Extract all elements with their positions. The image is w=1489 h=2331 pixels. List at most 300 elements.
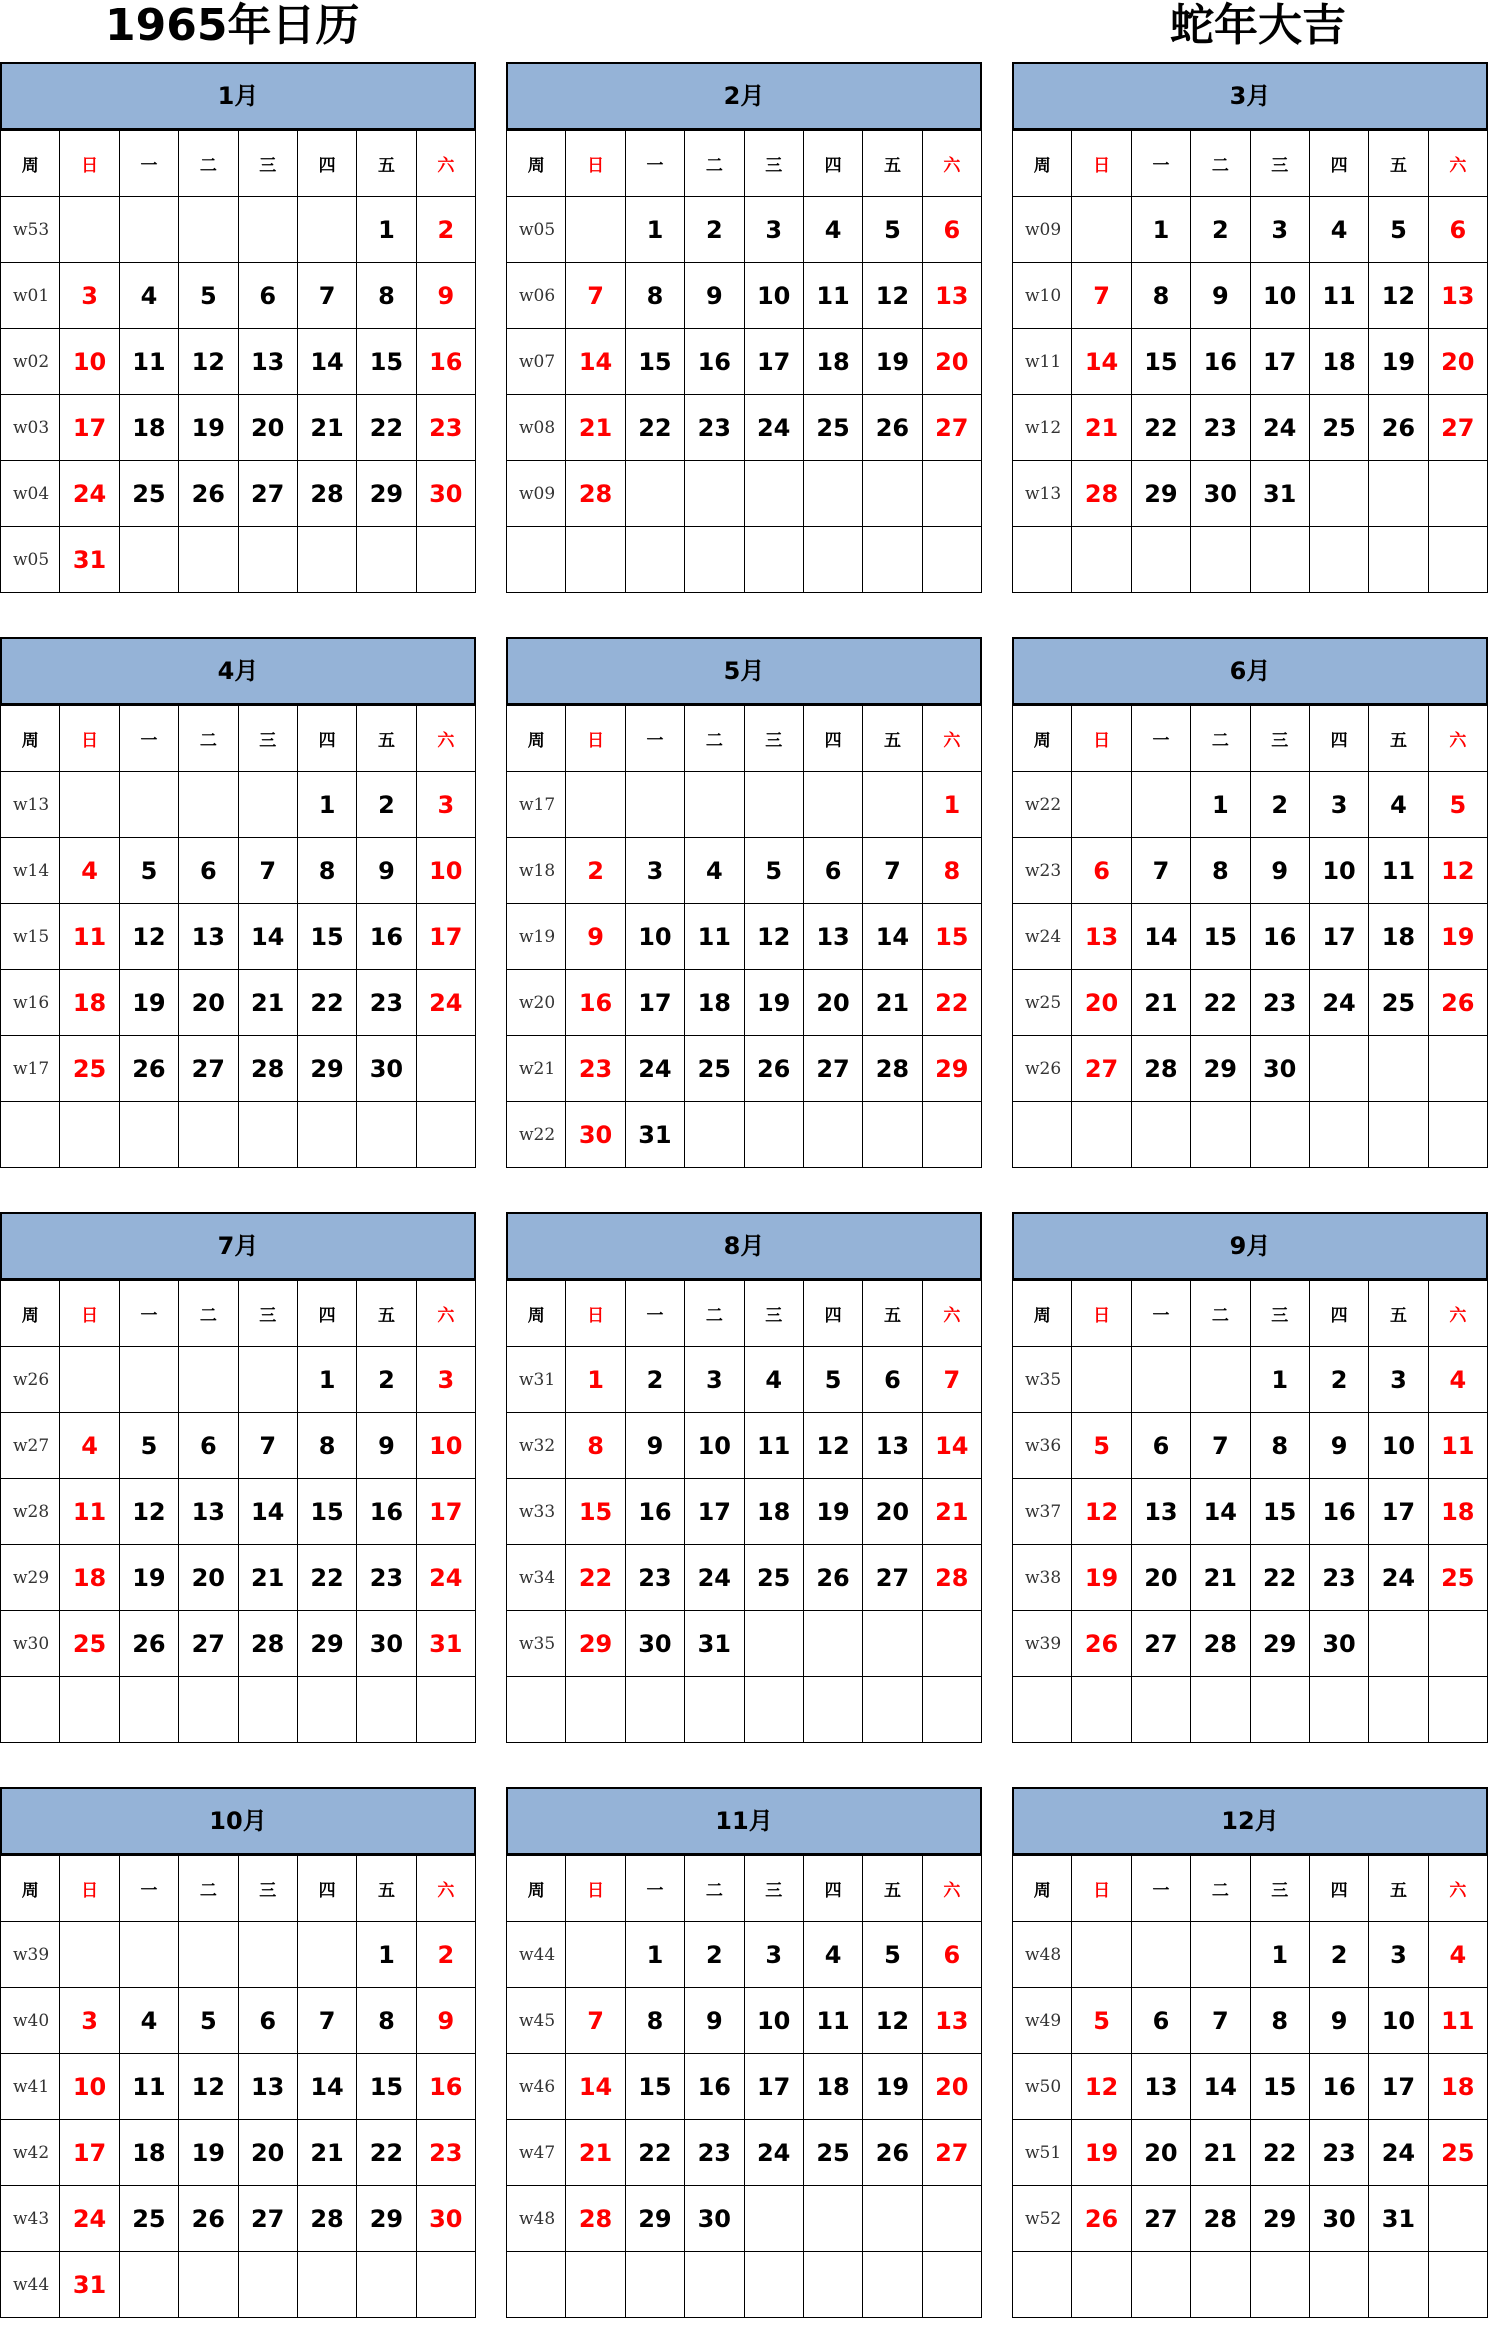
day-cell: 13 (1072, 904, 1131, 970)
day-cell: 25 (60, 1036, 119, 1102)
weekday-header: 一 (1131, 706, 1190, 772)
weekday-header-row (1, 706, 476, 772)
day-cell: 22 (566, 1545, 625, 1611)
week-number: w09 (1013, 197, 1072, 263)
day-cell: 5 (863, 197, 922, 263)
day-cell: 17 (685, 1479, 744, 1545)
day-cell: 7 (297, 1988, 356, 2054)
day-cell (803, 1611, 862, 1677)
day-cell: 2 (357, 772, 416, 838)
day-cell: 11 (1309, 263, 1368, 329)
day-cell: 2 (625, 1347, 684, 1413)
day-cell: 20 (922, 2054, 981, 2120)
day-cell: 24 (60, 2186, 119, 2252)
day-cell: 8 (297, 838, 356, 904)
day-cell (744, 1102, 803, 1168)
weekday-header-row (1013, 1281, 1488, 1347)
day-cell: 31 (416, 1611, 475, 1677)
day-cell: 30 (1309, 2186, 1368, 2252)
day-cell: 1 (1250, 1347, 1309, 1413)
month-title: 5月 (506, 637, 982, 705)
day-cell: 25 (685, 1036, 744, 1102)
day-cell: 24 (625, 1036, 684, 1102)
day-cell (60, 1677, 119, 1743)
day-cell: 10 (1369, 1413, 1428, 1479)
day-cell: 18 (744, 1479, 803, 1545)
week-row (507, 1347, 982, 1413)
weekday-header: 四 (1309, 1856, 1368, 1922)
day-cell: 1 (625, 1922, 684, 1988)
day-cell: 9 (1191, 263, 1250, 329)
day-cell: 7 (566, 1988, 625, 2054)
day-cell: 14 (238, 904, 297, 970)
weekday-header: 二 (179, 706, 238, 772)
day-cell: 16 (416, 329, 475, 395)
weekday-header: 二 (1191, 1281, 1250, 1347)
week-row (1013, 1347, 1488, 1413)
day-cell: 11 (744, 1413, 803, 1479)
month-table (506, 1280, 982, 1743)
month-table (1012, 705, 1488, 1168)
week-row (507, 1036, 982, 1102)
month-table (0, 705, 476, 1168)
weekday-header: 一 (625, 706, 684, 772)
week-row (1013, 1988, 1488, 2054)
week-number-header: 周 (1, 706, 60, 772)
day-cell (744, 1611, 803, 1677)
weekday-header: 五 (863, 1856, 922, 1922)
day-cell: 12 (803, 1413, 862, 1479)
week-row (1013, 2120, 1488, 2186)
day-cell: 14 (566, 2054, 625, 2120)
week-number: w28 (1, 1479, 60, 1545)
day-cell: 31 (1369, 2186, 1428, 2252)
day-cell: 1 (297, 772, 356, 838)
day-cell (1072, 1102, 1131, 1168)
day-cell: 12 (1072, 1479, 1131, 1545)
week-row (1013, 1922, 1488, 1988)
week-row (1013, 329, 1488, 395)
week-number (1013, 2252, 1072, 2318)
month-block (0, 637, 476, 1168)
week-number: w34 (507, 1545, 566, 1611)
day-cell: 22 (357, 395, 416, 461)
day-cell: 14 (1131, 904, 1190, 970)
day-cell: 13 (922, 1988, 981, 2054)
week-number: w17 (507, 772, 566, 838)
day-cell: 13 (179, 904, 238, 970)
week-number: w38 (1013, 1545, 1072, 1611)
week-row (1, 197, 476, 263)
day-cell (625, 1677, 684, 1743)
day-cell (297, 1922, 356, 1988)
day-cell: 16 (1309, 1479, 1368, 1545)
week-row (507, 1102, 982, 1168)
month-title: 2月 (506, 62, 982, 130)
day-cell (416, 1036, 475, 1102)
day-cell: 15 (625, 329, 684, 395)
weekday-header-row (507, 131, 982, 197)
day-cell (1428, 527, 1487, 593)
month-title: 4月 (0, 637, 476, 705)
day-cell: 27 (1428, 395, 1487, 461)
weekday-header: 日 (566, 706, 625, 772)
day-cell: 21 (1191, 2120, 1250, 2186)
weekday-header: 六 (922, 1281, 981, 1347)
month-block (506, 637, 982, 1168)
day-cell (119, 2252, 178, 2318)
week-number: w05 (507, 197, 566, 263)
day-cell: 1 (357, 197, 416, 263)
day-cell: 13 (1131, 2054, 1190, 2120)
week-row (1, 1413, 476, 1479)
day-cell: 17 (60, 2120, 119, 2186)
weekday-header: 一 (119, 706, 178, 772)
weekday-header: 二 (685, 706, 744, 772)
weekday-header: 日 (60, 1856, 119, 1922)
day-cell: 13 (863, 1413, 922, 1479)
week-row (1, 1347, 476, 1413)
month-block (506, 1787, 982, 2318)
week-row (1, 2120, 476, 2186)
weekday-header: 一 (119, 1281, 178, 1347)
day-cell: 23 (1191, 395, 1250, 461)
day-cell (863, 2252, 922, 2318)
week-number-header: 周 (507, 131, 566, 197)
week-number-header: 周 (507, 1281, 566, 1347)
day-cell: 27 (179, 1036, 238, 1102)
day-cell: 27 (238, 461, 297, 527)
day-cell (863, 1677, 922, 1743)
day-cell: 8 (357, 263, 416, 329)
day-cell: 18 (1369, 904, 1428, 970)
day-cell (922, 1611, 981, 1677)
week-number: w23 (1013, 838, 1072, 904)
day-cell (863, 1102, 922, 1168)
month-block (0, 62, 476, 593)
day-cell: 25 (803, 2120, 862, 2186)
weekday-header: 三 (744, 1281, 803, 1347)
day-cell: 21 (863, 970, 922, 1036)
weekday-header: 三 (1250, 1856, 1309, 1922)
day-cell: 12 (119, 904, 178, 970)
day-cell: 30 (1309, 1611, 1368, 1677)
week-number-header: 周 (1, 1856, 60, 1922)
day-cell: 20 (238, 395, 297, 461)
weekday-header: 三 (238, 1281, 297, 1347)
weekday-header: 四 (803, 131, 862, 197)
week-number-header: 周 (1013, 706, 1072, 772)
weekday-header: 六 (922, 1856, 981, 1922)
day-cell: 22 (625, 395, 684, 461)
day-cell: 8 (625, 1988, 684, 2054)
week-number: w43 (1, 2186, 60, 2252)
week-row (507, 1922, 982, 1988)
day-cell (238, 1677, 297, 1743)
day-cell: 1 (297, 1347, 356, 1413)
week-number: w36 (1013, 1413, 1072, 1479)
day-cell: 3 (1309, 772, 1368, 838)
week-number: w26 (1013, 1036, 1072, 1102)
day-cell: 9 (357, 838, 416, 904)
day-cell: 22 (1250, 1545, 1309, 1611)
week-row (1, 838, 476, 904)
day-cell (566, 772, 625, 838)
day-cell (803, 461, 862, 527)
day-cell (119, 527, 178, 593)
week-row (1013, 197, 1488, 263)
day-cell: 3 (744, 1922, 803, 1988)
week-row (507, 527, 982, 593)
week-row (1013, 2186, 1488, 2252)
day-cell (1131, 1347, 1190, 1413)
day-cell: 6 (803, 838, 862, 904)
weekday-header: 六 (1428, 706, 1487, 772)
day-cell: 23 (1309, 1545, 1368, 1611)
weekday-header: 三 (238, 131, 297, 197)
week-number: w48 (1013, 1922, 1072, 1988)
weekday-header: 四 (803, 1281, 862, 1347)
week-row (1, 904, 476, 970)
day-cell: 20 (1131, 1545, 1190, 1611)
day-cell: 26 (803, 1545, 862, 1611)
day-cell: 8 (297, 1413, 356, 1479)
day-cell: 2 (685, 1922, 744, 1988)
day-cell: 21 (566, 2120, 625, 2186)
weekday-header: 五 (863, 1281, 922, 1347)
day-cell: 23 (357, 970, 416, 1036)
week-row (507, 329, 982, 395)
week-row (1, 970, 476, 1036)
week-number: w44 (1, 2252, 60, 2318)
month-block (506, 62, 982, 593)
week-number: w03 (1, 395, 60, 461)
day-cell (119, 1347, 178, 1413)
day-cell: 22 (357, 2120, 416, 2186)
day-cell: 24 (744, 395, 803, 461)
day-cell: 20 (1428, 329, 1487, 395)
day-cell (60, 1922, 119, 1988)
week-row (507, 2186, 982, 2252)
week-row (507, 772, 982, 838)
day-cell: 15 (1250, 1479, 1309, 1545)
weekday-header: 三 (744, 131, 803, 197)
day-cell: 17 (1250, 329, 1309, 395)
day-cell: 17 (744, 2054, 803, 2120)
week-row (1, 1479, 476, 1545)
month-title: 8月 (506, 1212, 982, 1280)
day-cell (1072, 527, 1131, 593)
weekday-header-row (1013, 1856, 1488, 1922)
day-cell: 26 (1072, 1611, 1131, 1677)
weekday-header: 二 (685, 1281, 744, 1347)
day-cell: 11 (60, 1479, 119, 1545)
day-cell (1131, 772, 1190, 838)
week-row (1013, 1545, 1488, 1611)
day-cell: 1 (1250, 1922, 1309, 1988)
day-cell (744, 1677, 803, 1743)
day-cell: 26 (1072, 2186, 1131, 2252)
day-cell: 11 (1428, 1988, 1487, 2054)
day-cell (1072, 1347, 1131, 1413)
day-cell: 21 (566, 395, 625, 461)
day-cell (297, 2252, 356, 2318)
day-cell: 8 (357, 1988, 416, 2054)
day-cell: 9 (416, 1988, 475, 2054)
day-cell (1369, 1677, 1428, 1743)
week-row (1013, 838, 1488, 904)
day-cell: 10 (60, 2054, 119, 2120)
day-cell: 6 (922, 1922, 981, 1988)
day-cell (803, 1677, 862, 1743)
day-cell: 17 (60, 395, 119, 461)
day-cell (179, 1922, 238, 1988)
day-cell: 14 (1191, 2054, 1250, 2120)
week-number: w10 (1013, 263, 1072, 329)
day-cell (238, 1347, 297, 1413)
day-cell: 5 (179, 1988, 238, 2054)
day-cell: 24 (1369, 2120, 1428, 2186)
week-number: w19 (507, 904, 566, 970)
week-row (507, 263, 982, 329)
day-cell: 15 (922, 904, 981, 970)
day-cell: 26 (863, 395, 922, 461)
day-cell: 6 (1428, 197, 1487, 263)
day-cell: 5 (119, 1413, 178, 1479)
day-cell: 17 (1369, 2054, 1428, 2120)
month-title: 3月 (1012, 62, 1488, 130)
month-table (1012, 1855, 1488, 2318)
day-cell: 21 (238, 970, 297, 1036)
day-cell (357, 2252, 416, 2318)
day-cell (1309, 2252, 1368, 2318)
weekday-header: 二 (685, 1856, 744, 1922)
day-cell (744, 527, 803, 593)
day-cell: 30 (416, 2186, 475, 2252)
day-cell: 10 (625, 904, 684, 970)
day-cell: 15 (297, 904, 356, 970)
day-cell: 18 (60, 1545, 119, 1611)
day-cell: 26 (1428, 970, 1487, 1036)
week-number (1, 1677, 60, 1743)
day-cell (1131, 1677, 1190, 1743)
day-cell: 29 (1250, 1611, 1309, 1677)
month-block (1012, 62, 1488, 593)
week-number: w35 (507, 1611, 566, 1677)
day-cell: 4 (119, 263, 178, 329)
day-cell (1309, 1102, 1368, 1168)
day-cell: 3 (416, 1347, 475, 1413)
day-cell: 1 (566, 1347, 625, 1413)
day-cell: 10 (744, 1988, 803, 2054)
weekday-header: 六 (416, 1856, 475, 1922)
day-cell: 7 (922, 1347, 981, 1413)
day-cell: 20 (1072, 970, 1131, 1036)
day-cell (1072, 1922, 1131, 1988)
weekday-header: 四 (297, 1281, 356, 1347)
day-cell: 4 (1369, 772, 1428, 838)
week-number: w39 (1013, 1611, 1072, 1677)
week-number: w52 (1013, 2186, 1072, 2252)
day-cell: 30 (416, 461, 475, 527)
day-cell (685, 772, 744, 838)
day-cell: 30 (625, 1611, 684, 1677)
day-cell: 9 (625, 1413, 684, 1479)
day-cell: 24 (1250, 395, 1309, 461)
weekday-header: 一 (119, 1856, 178, 1922)
week-row (1013, 772, 1488, 838)
day-cell (179, 772, 238, 838)
week-number: w11 (1013, 329, 1072, 395)
day-cell: 4 (1428, 1922, 1487, 1988)
day-cell: 7 (863, 838, 922, 904)
day-cell: 16 (566, 970, 625, 1036)
day-cell (744, 772, 803, 838)
day-cell: 12 (863, 263, 922, 329)
day-cell: 22 (1191, 970, 1250, 1036)
day-cell: 20 (179, 1545, 238, 1611)
weekday-header: 五 (357, 1281, 416, 1347)
day-cell (179, 2252, 238, 2318)
week-number: w21 (507, 1036, 566, 1102)
weekday-header: 五 (863, 131, 922, 197)
page-subtitle: 蛇年大吉 (1170, 0, 1346, 51)
day-cell (1191, 2252, 1250, 2318)
day-cell (1191, 1102, 1250, 1168)
day-cell (1309, 527, 1368, 593)
day-cell: 24 (1369, 1545, 1428, 1611)
day-cell (1250, 1677, 1309, 1743)
day-cell: 18 (60, 970, 119, 1036)
day-cell: 4 (1428, 1347, 1487, 1413)
day-cell (1428, 2186, 1487, 2252)
day-cell: 1 (1131, 197, 1190, 263)
weekday-header: 日 (1072, 1856, 1131, 1922)
day-cell: 24 (744, 2120, 803, 2186)
day-cell (922, 527, 981, 593)
week-row (507, 197, 982, 263)
weekday-header: 六 (922, 706, 981, 772)
day-cell: 28 (922, 1545, 981, 1611)
month-table (0, 1280, 476, 1743)
day-cell: 27 (922, 2120, 981, 2186)
weekday-header: 五 (1369, 1281, 1428, 1347)
day-cell: 3 (1369, 1922, 1428, 1988)
week-number: w46 (507, 2054, 566, 2120)
day-cell: 18 (119, 395, 178, 461)
month-title: 6月 (1012, 637, 1488, 705)
day-cell (179, 1677, 238, 1743)
day-cell: 18 (119, 2120, 178, 2186)
week-number: w20 (507, 970, 566, 1036)
weekday-header-row (1, 131, 476, 197)
day-cell (297, 1677, 356, 1743)
day-cell: 27 (1131, 1611, 1190, 1677)
week-number-header: 周 (1013, 1281, 1072, 1347)
day-cell: 10 (1309, 838, 1368, 904)
day-cell: 2 (566, 838, 625, 904)
day-cell: 7 (1191, 1988, 1250, 2054)
weekday-header: 日 (566, 131, 625, 197)
day-cell: 28 (1131, 1036, 1190, 1102)
day-cell: 8 (1250, 1413, 1309, 1479)
day-cell: 24 (416, 970, 475, 1036)
weekday-header: 三 (238, 1856, 297, 1922)
weekday-header: 三 (1250, 706, 1309, 772)
weekday-header-row (507, 1281, 982, 1347)
day-cell: 9 (1250, 838, 1309, 904)
day-cell: 17 (625, 970, 684, 1036)
